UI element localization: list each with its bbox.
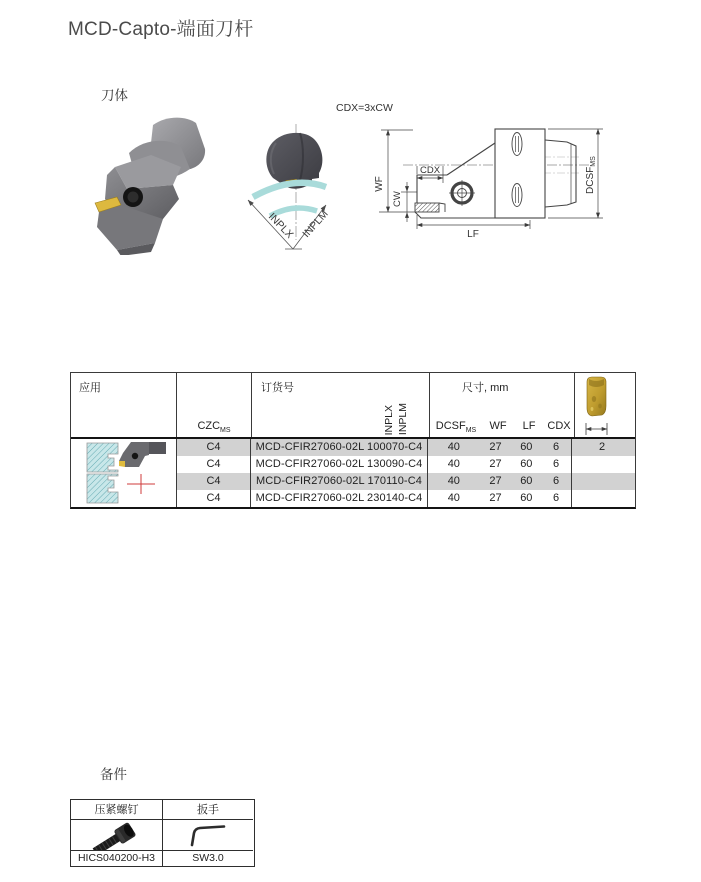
cell-wf: 27	[489, 441, 502, 453]
cell-czc: C4	[177, 456, 251, 473]
cell-order-number: MCD-CFIR27060-02L 130090-C4	[251, 456, 428, 473]
wf-dim-label: WF	[374, 176, 385, 192]
table-row	[177, 456, 635, 473]
cell-dcsf: 40	[447, 492, 460, 504]
insert-icon	[576, 373, 634, 437]
application-diagram	[77, 441, 169, 505]
cell-cdx: 6	[553, 458, 560, 470]
cell-cdx: 6	[553, 441, 560, 453]
insert-section	[415, 203, 439, 212]
header-application: 应用	[71, 373, 177, 437]
cell-wf: 27	[489, 492, 502, 504]
header-insert-column	[575, 373, 635, 437]
tool-body-section-label: 刀体	[101, 88, 128, 103]
rotation-arc	[253, 183, 326, 197]
table-row	[177, 473, 635, 490]
spare-screw-part-number: HICS040200-H3	[71, 851, 163, 866]
workpiece-section-upper	[87, 443, 118, 472]
spare-wrench-size: SW3.0	[192, 852, 224, 864]
header-lf: LF	[522, 419, 536, 432]
tool-3d-image	[93, 115, 208, 255]
header-wf: WF	[489, 419, 507, 432]
cell-czc: C4	[177, 439, 251, 456]
header-inplm: INPLM	[397, 402, 409, 435]
spare-header-screw: 压紧螺钉	[71, 800, 163, 820]
cell-wf: 27	[489, 458, 502, 470]
header-inplx: INPLX	[383, 404, 395, 435]
cell-qty	[572, 490, 632, 507]
cell-qty	[572, 456, 632, 473]
table-row	[177, 439, 635, 456]
cw-dim-label: CW	[392, 191, 403, 207]
cell-order-number: MCD-CFIR27060-02L 170110-C4	[251, 473, 428, 490]
cell-dcsf: 40	[447, 458, 460, 470]
spare-parts-section-label: 备件	[100, 767, 127, 782]
header-czc: $CZC_{MS}$	[177, 373, 252, 437]
product-table	[70, 372, 636, 509]
cell-cdx: 6	[553, 492, 560, 504]
cell-qty	[572, 473, 632, 490]
inplx-label: INPLX	[265, 210, 296, 241]
header-order-number: 订货号 INPLX INPLM	[252, 373, 430, 437]
cell-wf: 27	[489, 475, 502, 487]
spare-header-wrench: 扳手	[163, 800, 253, 820]
dcsf-dim-label: $DCSF_{MS}$	[585, 156, 597, 194]
header-cdx: CDX	[547, 419, 571, 432]
table-row	[177, 490, 635, 507]
cell-lf: 60	[520, 441, 533, 453]
workpiece-section-lower	[87, 474, 118, 503]
cell-lf: 60	[520, 492, 533, 504]
cell-order-number: MCD-CFIR27060-02L 100070-C4	[251, 439, 428, 456]
cell-order-number: MCD-CFIR27060-02L 230140-C4	[251, 490, 428, 507]
inplm-label: INPLM	[300, 208, 331, 241]
header-dimensions: 尺寸, mm $DCSF_{MS}$ WF LF CDX	[430, 373, 575, 437]
application-diagram-cell	[71, 439, 177, 507]
cell-czc: C4	[177, 490, 251, 507]
screw-icon	[80, 820, 154, 850]
cell-dcsf: 40	[447, 441, 460, 453]
cdx-formula-label: CDX=3xCW	[336, 102, 393, 114]
cell-qty: 2	[598, 441, 606, 453]
cdx-dim-label: CDX	[419, 165, 441, 176]
lf-dim-label: LF	[467, 229, 479, 240]
page-title: MCD-Capto-端面刀杆	[68, 19, 254, 40]
spare-parts-table	[70, 799, 255, 867]
table-header-row	[71, 373, 635, 439]
header-dcsf: $DCSF_{MS}$	[435, 419, 477, 434]
hex-key-icon	[183, 820, 233, 850]
insert-tip	[119, 461, 125, 467]
cell-dcsf: 40	[447, 475, 460, 487]
tool-side-technical-drawing	[365, 112, 610, 257]
cell-czc: C4	[177, 473, 251, 490]
tool-front-view-drawing	[243, 116, 363, 256]
cell-lf: 60	[520, 458, 533, 470]
cell-lf: 60	[520, 475, 533, 487]
cell-cdx: 6	[553, 475, 560, 487]
